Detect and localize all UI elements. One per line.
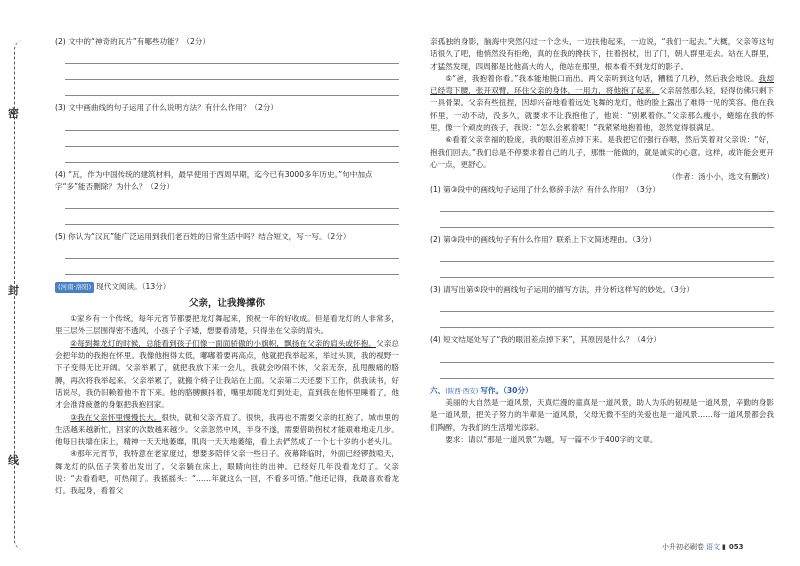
answer-line[interactable]	[440, 212, 774, 228]
question-3: (3) 文中画曲线的句子运用了什么说明方法？有什么作用？（2分）	[55, 103, 279, 113]
answer-line[interactable]	[65, 193, 399, 209]
region-badge: (陕西·西安)	[445, 386, 479, 395]
answer-line[interactable]	[65, 115, 399, 131]
paragraph-1: ①家乡有一个传统，每年元宵节都要把龙灯舞起来，预祝一年的好收成。但是看龙灯的人非常多，里三层外三层围得密不透风，小孩子个子矮，想要看清楚，只得坐在父亲的肩头。	[55, 314, 399, 336]
answer-line[interactable]	[440, 196, 774, 212]
underlined-sentence: 我却已经弯下腰，张开双臂，环住父亲的身体，一用力，将他抱了起来。	[430, 73, 774, 96]
answer-line[interactable]	[440, 262, 774, 278]
answer-line[interactable]	[440, 312, 774, 328]
region-badge: (河南·洛阳)	[55, 282, 94, 293]
section-label: 现代文阅读。（13分）	[96, 282, 171, 292]
question-4: (4) “瓦，作为中国传统的建筑材料，最早使用于西周早期，迄今已有3000多年历史。”句中加点字“多”能否删除？为什么？（2分）	[55, 169, 373, 191]
answer-line[interactable]	[65, 80, 399, 96]
answer-line[interactable]	[440, 363, 774, 379]
answer-line[interactable]	[440, 347, 774, 363]
article-title: 父亲，让我搀撑你	[188, 297, 265, 309]
right-column	[430, 36, 774, 446]
page-footer	[662, 542, 743, 552]
underlined-sentence: ②每到舞龙灯的时候，总能看到孩子们像一面面骄傲的小旗帜，飘扬在父亲的肩头或怀抱。	[70, 338, 377, 348]
answer-line[interactable]	[65, 147, 399, 163]
margin-mark-feng: 封	[8, 284, 19, 297]
margin-mark-mi: 密	[8, 107, 19, 120]
book-title: 小升初必刷卷	[662, 543, 704, 551]
reading-question-2: (2) 第③段中的画线句子有什么作用？联系上下文简述理由。（3分）	[430, 234, 657, 244]
margin-mark-xian: 线	[8, 454, 19, 467]
answer-line[interactable]	[65, 243, 399, 259]
paragraph-2: ②每到舞龙灯的时候，总能看到孩子们像一面面骄傲的小旗帜，飘扬在父亲的肩头或怀抱。父亲总会把年幼的我抱在怀里。我像他抱得太低，嘟嘟着要再高点，他就把我举起来，举过头顶，我的视野一下子变得无比开阔。父亲举累了，就把我放下来一会儿，我就会吵闹不休，父亲无奈，乱甩酸痛的胳膊，再次将我举起来。父亲举累了，就搬个椅子让我站在上面。父亲第二天还要下工作，供我读书，好话说尽，我仍旧赖着他不肯下来。他的胳膊颤抖着，嘴里却随龙灯到处走，直到我在他怀里睡着了，他才会准背疲惫的身躯把我抱回家。	[55, 338, 400, 410]
page-number: 053	[728, 543, 744, 551]
reading-question-3: (3) 请写出第⑤段中的画线句子运用的描写方法，并分析这样写的妙处。（3分）	[430, 285, 695, 295]
paragraph-4-continued: 亲孤独的身影，脑海中突然闪过一个念头，一边扶他起来，一边说，“我们一起去。”大概，父亲等这句话很久了吧，他悄然没有拒绝，真的在我的搀扶下，拄着拐杖，出了门，朝人群里走去。站在人群里，才猛然发现，四周都是比他高大的人，他站在那里，根本看不到龙灯的影子。	[430, 37, 774, 71]
reading-question-1: (1) 第③段中的画线句子运用了什么修辞手法？有什么作用？（3分）	[430, 184, 660, 194]
answer-line[interactable]	[65, 259, 399, 275]
left-column	[55, 36, 399, 498]
writing-requirement: 要求：请以“那是一道风景”为题，写一篇不少于400字的文章。	[445, 434, 658, 444]
answer-line[interactable]	[440, 246, 774, 262]
section-header	[55, 281, 399, 293]
answer-line[interactable]	[440, 296, 774, 312]
paragraph-5: ⑤“爸，我抱着你看。”我本能地脱口而出。两父亲听到这句话，糟糕了几秒，然后我会地说。我却已经弯下腰，张开双臂，环住父亲的身体，一用力，将他抱了起来。父亲居然那么轻，轻得仿佛只剩下一具骨架。父亲有些扭捏，因却兴奋地看着远处飞舞的龙灯，他的脸上露出了难得一见的笑容。他在我怀里，一动不动，没多久，就要求不让我抱他了，他说：“别累着你。”父亲那么瘦小，蜷缩在我的怀里，像一个顽皮的孩子，我说：“怎么会累着呢！”我紧紧地抱着他，忽然觉得很满足。	[430, 73, 775, 133]
question-5: (5) 你认为“汉瓦”能广泛运用到我们老百姓的日常生活中吗？结合短文，写一写。（2分）	[55, 232, 351, 242]
answer-line[interactable]	[65, 48, 399, 64]
writing-prompt: 美丽的大自然是一道风景，天真烂漫的童真是一道风景，助人为乐的韧视是一道风景，辛勤的身影是一道风景，把关子努力的半辈是一道风景，父母无微不至的关爱也是一道风景……每一道风景都会我们陶醉，为我们的生活增光添彩。	[430, 398, 774, 432]
answer-line[interactable]	[65, 209, 399, 225]
subject-label: 语文	[706, 543, 720, 551]
footer-bar-icon: ▮	[722, 543, 726, 551]
reading-question-4: (4) 短文结尾处写了“我的眼泪差点掉下来”，其原因是什么？（4分）	[430, 335, 661, 345]
question-2: (2) 文中的“神奇的瓦片”有哪些功能？（2分）	[55, 37, 210, 46]
underlined-sentence: ③我在父亲怀里慢慢长大。	[70, 412, 162, 422]
writing-section-header: 六、(陕西·西安) 写作。（30分）	[430, 385, 533, 395]
paragraph-3: ③我在父亲怀里慢慢长大。很快，就和父亲齐肩了。很快，我再也不需要父亲的扛抱了。城市里的生活越来越新忙，回家的次数越来越少。父亲忽然中风，半身不遂，需要借助拐杖才能艰难地走几步。他每日扶墙在床上，精神一天天地萎靡，肌肉一天天地萎缩，看上去俨然成了一个七十岁的小老头儿。	[55, 412, 399, 447]
answer-line[interactable]	[65, 64, 399, 80]
paragraph-4: ④那年元宵节，我特意在老家度过，想要多陪伴父亲一些日子。夜幕降临时，外面已经锣鼓喧天，舞龙灯的队伍子笑着出发出了。父亲躺在床上，眼睛向往的出神。已经好几年没看龙灯了。父亲说：“去看看吧，可热闹了。我摇摇头：“……年就这么一回，不看多可惜。”他还记得，我最喜欢看龙灯。我起身，看着父	[55, 449, 399, 496]
author-note: （作者：汤小小，选文有删改）	[667, 172, 774, 182]
binding-margin	[0, 0, 46, 566]
paragraph-6: ⑥看着父亲幸福的脸庞，我的眼泪差点掉下来。是我把它们强行吞咽，然后笑着对父亲说：“好，抱我们回去。”我们总是不停要求着自己的儿子，那惟一能做的，就是诚实的心意。这样，或许能会更开心一点，更舒心。	[430, 135, 774, 169]
answer-line[interactable]	[65, 131, 399, 147]
